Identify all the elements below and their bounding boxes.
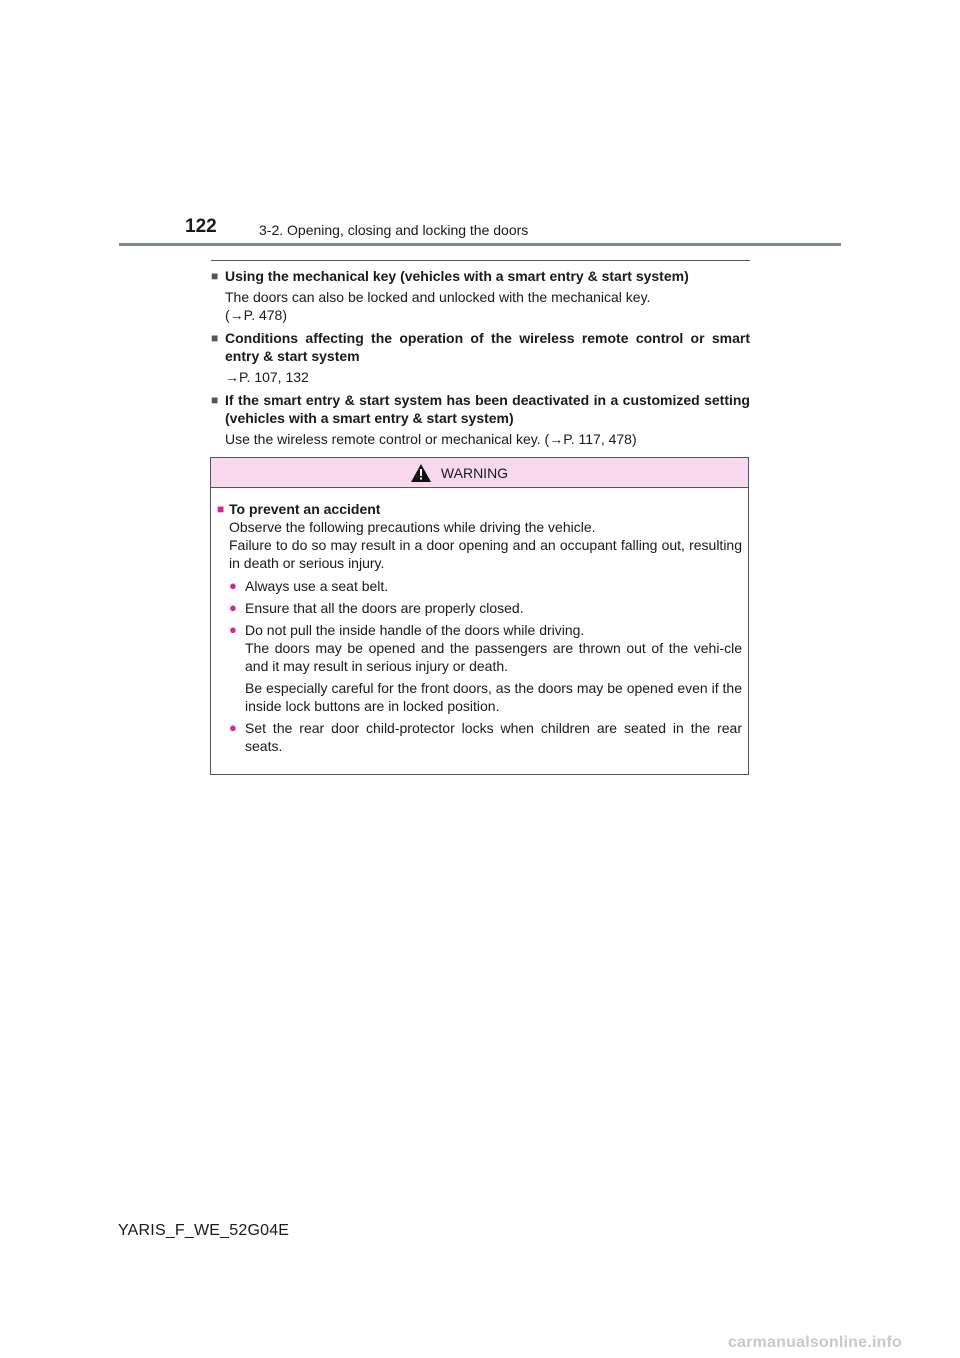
bullet-dot-icon: ● <box>229 720 237 735</box>
warning-body <box>211 488 748 755</box>
bullet-text: Do not pull the inside handle of the doors while driving. <box>245 622 585 638</box>
item-conditions <box>211 329 750 386</box>
item-mechanical-key <box>211 267 750 324</box>
bullet-dot-icon: ● <box>229 600 237 615</box>
section-title: 3-2. Opening, closing and locking the doors <box>259 222 529 238</box>
warning-header <box>211 458 748 488</box>
item-body-line: The doors can also be locked and unlocked with the mechanical key. <box>225 289 651 305</box>
header-rule <box>119 243 841 246</box>
item-body-line[interactable]: (→P. 478) <box>225 307 287 323</box>
item-body-line[interactable]: →P. 107, 132 <box>225 369 309 385</box>
warning-box <box>210 457 749 775</box>
bullet-text: Ensure that all the doors are properly closed. <box>245 600 524 616</box>
content <box>211 260 750 453</box>
bullet-text: Set the rear door child-protector locks when children are seated in the rear seats. <box>245 720 742 754</box>
square-bullet-icon: ■ <box>217 502 225 516</box>
square-bullet-icon: ■ <box>211 393 219 407</box>
bullet-dot-icon: ● <box>229 578 237 593</box>
warning-bullet <box>217 599 742 617</box>
warning-label: WARNING <box>440 464 509 481</box>
warning-intro-line: Observe the following precautions while driving the vehicle. <box>229 519 596 535</box>
bullet-extra-text: The doors may be opened and the passengers are thrown out of the vehi-cle and it may result in serious injury or death. <box>245 640 742 674</box>
footer-code: YARIS_F_WE_52G04E <box>118 1222 290 1239</box>
warning-bullet <box>217 719 742 755</box>
warning-bullet <box>217 621 742 715</box>
item-heading: If the smart entry & start system has been deactivated in a customized setting (vehicles with a smart entry & start system) <box>225 392 750 426</box>
warning-triangle-icon <box>411 464 431 482</box>
bullet-text: Always use a seat belt. <box>245 578 389 594</box>
warning-bullet <box>217 577 742 595</box>
warning-heading: To prevent an accident <box>229 501 381 517</box>
square-bullet-icon: ■ <box>211 331 219 345</box>
content-rule <box>211 260 750 261</box>
warning-intro-line: Failure to do so may result in a door opening and an occupant falling out, resulting in death or serious injury. <box>229 537 742 571</box>
item-body-line[interactable]: Use the wireless remote control or mechanical key. (→P. 117, 478) <box>225 431 637 447</box>
item-heading: Conditions affecting the operation of the wireless remote control or smart entry & start system <box>225 330 750 364</box>
square-bullet-icon: ■ <box>211 269 219 283</box>
item-heading: Using the mechanical key (vehicles with a smart entry & start system) <box>225 268 689 284</box>
watermark[interactable]: carmanualsonline.info <box>728 1334 903 1351</box>
bullet-extra-text: Be especially careful for the front doors, as the doors may be opened even if the inside lock buttons are in locked position. <box>245 680 742 714</box>
bullet-dot-icon: ● <box>229 622 237 637</box>
item-deactivated <box>211 391 750 448</box>
page-number: 122 <box>185 216 217 237</box>
